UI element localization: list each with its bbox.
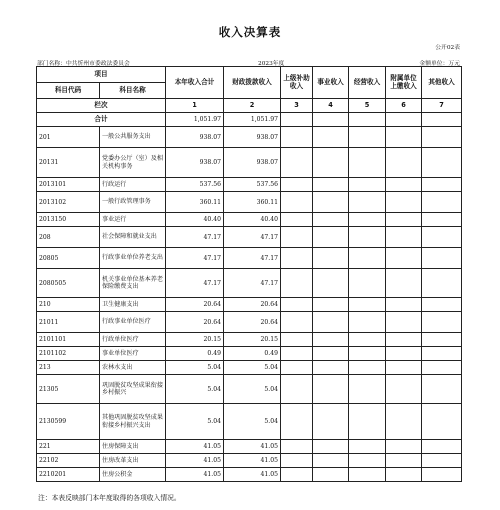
total-income-cell: 20.64	[166, 298, 224, 312]
subject-name-cell: 住房公积金	[100, 468, 166, 482]
empty-cell	[422, 269, 462, 298]
fiscal-income-cell: 360.11	[224, 192, 281, 213]
total-income-cell: 938.07	[166, 148, 224, 178]
empty-cell	[349, 468, 386, 482]
subject-code-cell: 20131	[37, 148, 100, 178]
empty-cell	[313, 468, 349, 482]
empty-cell	[281, 333, 313, 347]
subject-name-cell: 住房改革支出	[100, 454, 166, 468]
empty-cell	[313, 113, 349, 127]
total-income-cell: 5.04	[166, 404, 224, 440]
empty-cell	[349, 148, 386, 178]
table-row	[37, 440, 462, 454]
empty-cell	[313, 192, 349, 213]
table-row	[37, 347, 462, 361]
table-row	[37, 269, 462, 298]
total-income-cell: 40.40	[166, 213, 224, 227]
fiscal-income-cell: 41.05	[224, 440, 281, 454]
empty-cell	[386, 127, 422, 148]
empty-cell	[313, 361, 349, 375]
total-income-cell: 41.05	[166, 440, 224, 454]
subject-code-cell: 2130599	[37, 404, 100, 440]
subject-name-cell: 卫生健康支出	[100, 298, 166, 312]
empty-cell	[386, 178, 422, 192]
empty-cell	[349, 213, 386, 227]
table-row	[37, 468, 462, 482]
empty-cell	[422, 361, 462, 375]
empty-cell	[386, 227, 422, 248]
empty-cell	[422, 454, 462, 468]
total-income-cell: 5.04	[166, 361, 224, 375]
empty-cell	[386, 468, 422, 482]
col-number: 4	[313, 99, 349, 113]
empty-cell	[281, 113, 313, 127]
subject-name-cell: 社会保障和就业支出	[100, 227, 166, 248]
total-income-cell: 360.11	[166, 192, 224, 213]
fiscal-income-cell: 938.07	[224, 127, 281, 148]
empty-cell	[281, 440, 313, 454]
empty-cell	[349, 248, 386, 269]
subject-code-cell: 201	[37, 127, 100, 148]
empty-cell	[349, 298, 386, 312]
subject-name-cell: 巩固脱贫攻坚成果衔接乡村振兴	[100, 375, 166, 404]
header-row-label: 栏次	[37, 99, 166, 113]
empty-cell	[422, 468, 462, 482]
empty-cell	[386, 248, 422, 269]
empty-cell	[422, 127, 462, 148]
col-number: 3	[281, 99, 313, 113]
subject-name-cell: 行政事业单位养老支出	[100, 248, 166, 269]
empty-cell	[386, 269, 422, 298]
empty-cell	[349, 361, 386, 375]
subject-code-cell: 2080505	[37, 269, 100, 298]
subject-name-cell: 机关事业单位基本养老保险缴费支出	[100, 269, 166, 298]
empty-cell	[349, 127, 386, 148]
col-number: 5	[349, 99, 386, 113]
empty-cell	[386, 404, 422, 440]
table-row	[37, 148, 462, 178]
subject-name-cell: 党委办公厅（室）及相关机构事务	[100, 148, 166, 178]
fiscal-income-cell: 47.17	[224, 227, 281, 248]
empty-cell	[281, 468, 313, 482]
empty-cell	[313, 404, 349, 440]
subject-name-cell: 行政运行	[100, 178, 166, 192]
col-number: 1	[166, 99, 224, 113]
total-income-cell: 0.49	[166, 347, 224, 361]
total-income-cell: 47.17	[166, 227, 224, 248]
empty-cell	[313, 213, 349, 227]
empty-cell	[422, 347, 462, 361]
subject-code-cell: 21011	[37, 312, 100, 333]
total-income-cell: 537.56	[166, 178, 224, 192]
empty-cell	[281, 127, 313, 148]
form-code: 公开02表	[435, 45, 460, 51]
table-row	[37, 454, 462, 468]
header-total-income: 本年收入合计	[166, 67, 224, 99]
table-row	[37, 213, 462, 227]
empty-cell	[313, 148, 349, 178]
empty-cell	[349, 454, 386, 468]
total-income-cell: 41.05	[166, 454, 224, 468]
subject-name-cell: 一般公共服务支出	[100, 127, 166, 148]
empty-cell	[349, 178, 386, 192]
empty-cell	[422, 113, 462, 127]
empty-cell	[281, 192, 313, 213]
fiscal-income-cell: 5.04	[224, 361, 281, 375]
empty-cell	[313, 333, 349, 347]
col-number: 7	[422, 99, 462, 113]
table-row	[37, 333, 462, 347]
empty-cell	[386, 213, 422, 227]
empty-cell	[349, 113, 386, 127]
total-fiscal-value: 1,051.97	[224, 113, 281, 127]
empty-cell	[422, 333, 462, 347]
empty-cell	[349, 227, 386, 248]
empty-cell	[281, 248, 313, 269]
subject-code-cell: 2013150	[37, 213, 100, 227]
empty-cell	[422, 148, 462, 178]
empty-cell	[349, 269, 386, 298]
empty-cell	[281, 347, 313, 361]
empty-cell	[281, 454, 313, 468]
empty-cell	[281, 375, 313, 404]
empty-cell	[386, 361, 422, 375]
subject-name-cell: 农林水支出	[100, 361, 166, 375]
empty-cell	[313, 375, 349, 404]
subject-code-cell: 2101101	[37, 333, 100, 347]
income-table	[36, 66, 462, 482]
empty-cell	[422, 192, 462, 213]
empty-cell	[386, 440, 422, 454]
empty-cell	[386, 148, 422, 178]
subject-name-cell: 事业单位医疗	[100, 347, 166, 361]
empty-cell	[422, 298, 462, 312]
total-income-cell: 20.15	[166, 333, 224, 347]
empty-cell	[422, 213, 462, 227]
fiscal-income-cell: 20.15	[224, 333, 281, 347]
subject-code-cell: 20805	[37, 248, 100, 269]
fiscal-income-cell: 5.04	[224, 404, 281, 440]
empty-cell	[386, 454, 422, 468]
empty-cell	[313, 178, 349, 192]
empty-cell	[422, 375, 462, 404]
fiscal-income-cell: 0.49	[224, 347, 281, 361]
fiscal-income-cell: 41.05	[224, 454, 281, 468]
total-income-cell: 20.64	[166, 312, 224, 333]
subject-code-cell: 2013101	[37, 178, 100, 192]
empty-cell	[281, 148, 313, 178]
total-row	[37, 113, 462, 127]
empty-cell	[386, 192, 422, 213]
total-income-value: 1,051.97	[166, 113, 224, 127]
empty-cell	[281, 227, 313, 248]
empty-cell	[422, 312, 462, 333]
table-row	[37, 298, 462, 312]
subject-name-cell: 行政单位医疗	[100, 333, 166, 347]
total-income-cell: 5.04	[166, 375, 224, 404]
subject-code-cell: 208	[37, 227, 100, 248]
header-other: 其他收入	[422, 67, 462, 99]
subject-code-cell: 2210201	[37, 468, 100, 482]
table-row	[37, 375, 462, 404]
empty-cell	[386, 333, 422, 347]
empty-cell	[281, 404, 313, 440]
header-affiliated: 附属单位上缴收入	[386, 67, 422, 99]
empty-cell	[313, 227, 349, 248]
empty-cell	[422, 440, 462, 454]
footnote: 注：本表反映部门本年度取得的各项收入情况。	[38, 494, 181, 502]
table-row	[37, 178, 462, 192]
subject-code-cell: 213	[37, 361, 100, 375]
fiscal-income-cell: 20.64	[224, 298, 281, 312]
header-business: 事业收入	[313, 67, 349, 99]
empty-cell	[386, 375, 422, 404]
empty-cell	[313, 454, 349, 468]
fiscal-income-cell: 938.07	[224, 148, 281, 178]
subject-code-cell: 210	[37, 298, 100, 312]
empty-cell	[349, 404, 386, 440]
empty-cell	[349, 312, 386, 333]
header-subject-name: 科目名称	[100, 83, 166, 99]
fiscal-income-cell: 47.17	[224, 269, 281, 298]
report-title: 收入决算表	[218, 25, 282, 39]
empty-cell	[313, 298, 349, 312]
empty-cell	[349, 192, 386, 213]
table-row	[37, 361, 462, 375]
empty-cell	[349, 375, 386, 404]
empty-cell	[313, 312, 349, 333]
table-row	[37, 248, 462, 269]
total-income-cell: 41.05	[166, 468, 224, 482]
empty-cell	[386, 347, 422, 361]
empty-cell	[386, 312, 422, 333]
fiscal-income-cell: 41.05	[224, 468, 281, 482]
empty-cell	[422, 178, 462, 192]
empty-cell	[281, 178, 313, 192]
fiscal-year: 2023年度	[258, 61, 285, 67]
subject-code-cell: 2013102	[37, 192, 100, 213]
subject-code-cell: 221	[37, 440, 100, 454]
table-row	[37, 404, 462, 440]
empty-cell	[281, 361, 313, 375]
header-fiscal: 财政拨款收入	[224, 67, 281, 99]
subject-name-cell: 事业运行	[100, 213, 166, 227]
empty-cell	[386, 113, 422, 127]
table-row	[37, 127, 462, 148]
empty-cell	[313, 347, 349, 361]
empty-cell	[313, 127, 349, 148]
empty-cell	[313, 248, 349, 269]
amount-unit: 金额单位：万元	[419, 61, 460, 67]
fiscal-income-cell: 40.40	[224, 213, 281, 227]
empty-cell	[281, 298, 313, 312]
subject-code-cell: 21305	[37, 375, 100, 404]
fiscal-income-cell: 47.17	[224, 248, 281, 269]
total-label: 合计	[37, 113, 166, 127]
total-income-cell: 938.07	[166, 127, 224, 148]
subject-name-cell: 住房保障支出	[100, 440, 166, 454]
empty-cell	[349, 440, 386, 454]
empty-cell	[349, 347, 386, 361]
header-upper-subsidy: 上级补助收入	[281, 67, 313, 99]
org-name: 部门名称：中共忻州市委政法委员会	[37, 61, 130, 67]
col-number: 6	[386, 99, 422, 113]
empty-cell	[281, 269, 313, 298]
empty-cell	[349, 333, 386, 347]
fiscal-income-cell: 537.56	[224, 178, 281, 192]
subject-code-cell: 2101102	[37, 347, 100, 361]
total-income-cell: 47.17	[166, 248, 224, 269]
subject-name-cell: 其他巩固脱贫攻坚成果衔接乡村振兴支出	[100, 404, 166, 440]
subject-name-cell: 行政事业单位医疗	[100, 312, 166, 333]
table-row	[37, 312, 462, 333]
empty-cell	[422, 227, 462, 248]
empty-cell	[281, 312, 313, 333]
empty-cell	[281, 213, 313, 227]
total-income-cell: 47.17	[166, 269, 224, 298]
col-number: 2	[224, 99, 281, 113]
empty-cell	[422, 248, 462, 269]
fiscal-income-cell: 20.64	[224, 312, 281, 333]
table-row	[37, 227, 462, 248]
empty-cell	[422, 404, 462, 440]
table-row	[37, 192, 462, 213]
subject-code-cell: 22102	[37, 454, 100, 468]
fiscal-income-cell: 5.04	[224, 375, 281, 404]
header-item: 项目	[37, 67, 166, 83]
subject-name-cell: 一般行政管理事务	[100, 192, 166, 213]
empty-cell	[313, 269, 349, 298]
header-subject-code: 科目代码	[37, 83, 100, 99]
header-operating: 经营收入	[349, 67, 386, 99]
empty-cell	[313, 440, 349, 454]
empty-cell	[386, 298, 422, 312]
